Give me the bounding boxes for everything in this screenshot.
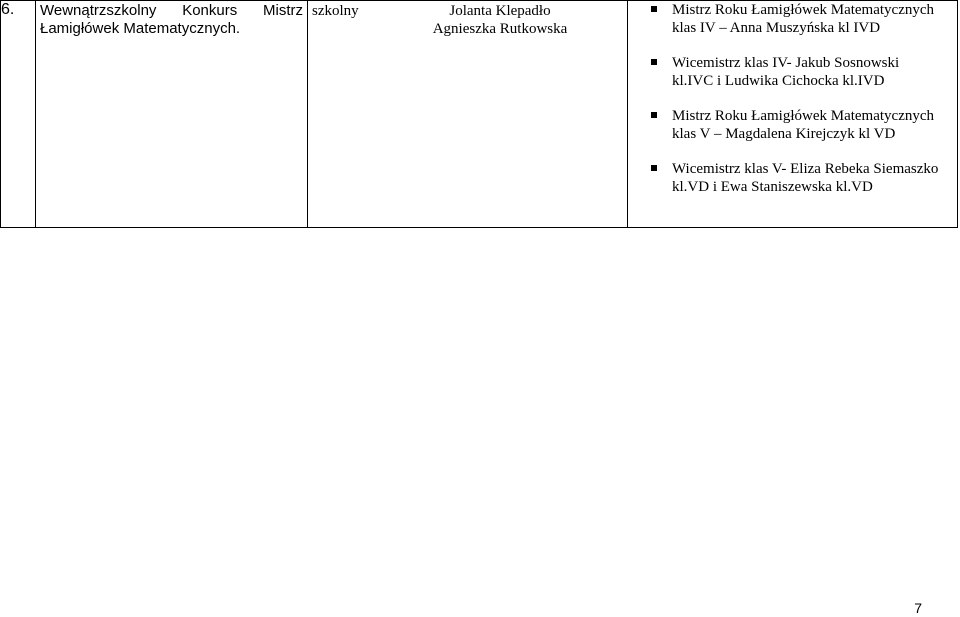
result-text: Wicemistrz klas IV- Jakub Sosnowski [672, 55, 900, 71]
square-bullet-icon [651, 112, 657, 118]
list-item [628, 107, 957, 143]
result-text: kl.IVC i Ludwika Cichocka kl.IVD [672, 73, 885, 89]
list-item [628, 160, 957, 196]
result-text: Mistrz Roku Łamigłówek Matematycznych [672, 2, 935, 18]
competition-name-line2: Łamigłówek Matematycznych. [40, 20, 241, 37]
organizer-name: Agnieszka Rutkowska [432, 21, 568, 37]
results-list [628, 1, 957, 196]
table-row [1, 1, 958, 228]
list-item [628, 54, 957, 90]
row-number-cell [1, 1, 36, 228]
square-bullet-icon [651, 59, 657, 65]
row-number: 6. [1, 1, 15, 18]
page-number: 7 [914, 600, 922, 616]
competition-table [0, 0, 958, 228]
competition-level: szkolny [312, 3, 359, 19]
result-text: kl.VD i Ewa Staniszewska kl.VD [672, 179, 873, 195]
organizer-name: Jolanta Klepadło [449, 3, 551, 19]
organizers-cell [308, 1, 628, 228]
square-bullet-icon [651, 6, 657, 12]
square-bullet-icon [651, 165, 657, 171]
result-text: Mistrz Roku Łamigłówek Matematycznych [672, 108, 935, 124]
result-text: Wicemistrz klas V- Eliza Rebeka Siemaszko [672, 161, 939, 177]
result-text: klas IV – Anna Muszyńska kl IVD [672, 20, 881, 36]
competition-name-line1: Wewnątrzszkolny Konkurs Mistrz [40, 2, 303, 19]
competition-name-cell [36, 1, 308, 228]
result-text: klas V – Magdalena Kirejczyk kl VD [672, 126, 896, 142]
results-cell [628, 1, 958, 228]
list-item [628, 1, 957, 37]
